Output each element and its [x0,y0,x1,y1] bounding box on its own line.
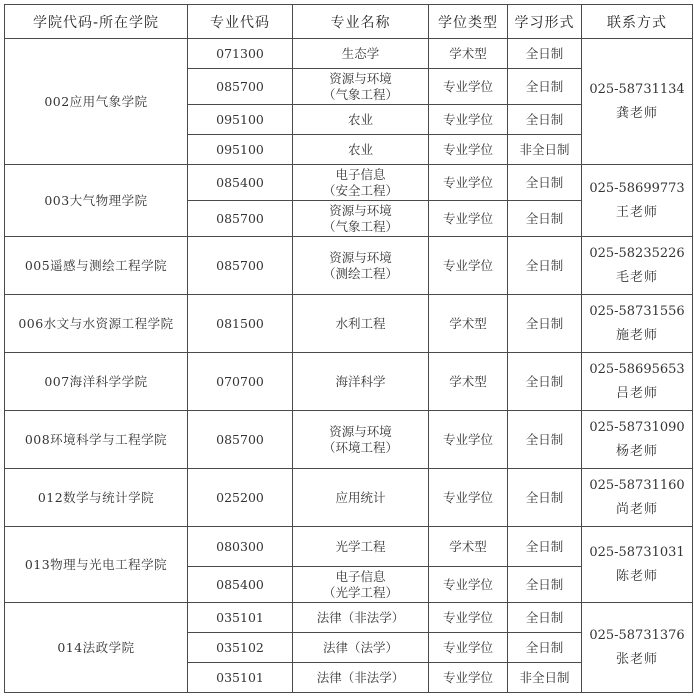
contact-phone: 025-58731376 [589,627,685,643]
contact-phone: 025-58235226 [589,245,685,261]
table-row [5,469,693,527]
major-code: 095100 [188,135,293,165]
contact-info [582,469,693,527]
major-name: 法律（非法学） [293,663,429,693]
header-study: 学习形式 [508,5,582,39]
contact-teacher: 王老师 [615,204,658,220]
college-name: 014法政学院 [5,603,188,693]
degree-type: 专业学位 [429,135,508,165]
study-mode: 全日制 [508,69,582,105]
college-name: 005遥感与测绘工程学院 [5,237,188,295]
table-row [5,353,693,411]
major-name: 生态学 [293,39,429,69]
college-name: 006水文与水资源工程学院 [5,295,188,353]
major-code: 071300 [188,39,293,69]
degree-type: 专业学位 [429,411,508,469]
table-row [5,411,693,469]
degree-type: 专业学位 [429,567,508,603]
header-college: 学院代码-所在学院 [5,5,188,39]
major-name: 农业 [293,135,429,165]
major-code: 095100 [188,105,293,135]
major-code: 080300 [188,527,293,567]
contact-info [582,411,693,469]
header-major: 专业名称 [293,5,429,39]
major-name: 法律（法学） [293,633,429,663]
study-mode: 全日制 [508,603,582,633]
major-code: 085700 [188,411,293,469]
contact-phone: 025-58695653 [589,361,685,377]
contact-info [582,353,693,411]
header-row [5,5,693,39]
major-code: 085400 [188,165,293,201]
degree-type: 专业学位 [429,663,508,693]
college-name: 007海洋科学学院 [5,353,188,411]
study-mode: 全日制 [508,165,582,201]
header-degree: 学位类型 [429,5,508,39]
degree-type: 学术型 [429,353,508,411]
contact-teacher: 杨老师 [615,443,658,459]
degree-type: 专业学位 [429,69,508,105]
contact-teacher: 张老师 [615,651,658,667]
contact-teacher: 吕老师 [615,385,658,401]
contact-teacher: 龚老师 [615,105,658,121]
study-mode: 全日制 [508,633,582,663]
study-mode: 非全日制 [508,663,582,693]
degree-type: 学术型 [429,527,508,567]
contact-teacher: 毛老师 [615,269,658,285]
degree-type: 专业学位 [429,201,508,237]
major-code: 035101 [188,663,293,693]
header-contact: 联系方式 [582,5,693,39]
college-name: 012数学与统计学院 [5,469,188,527]
study-mode: 全日制 [508,201,582,237]
major-name: 法律（非法学） [293,603,429,633]
major-code: 035101 [188,603,293,633]
study-mode: 全日制 [508,567,582,603]
study-mode: 全日制 [508,527,582,567]
college-name: 003大气物理学院 [5,165,188,237]
contact-teacher: 尚老师 [615,501,658,517]
major-name: 应用统计 [293,469,429,527]
table-row [5,165,693,201]
major-code: 085700 [188,237,293,295]
major-name: 资源与环境 （测绘工程） [293,237,429,295]
major-name: 电子信息 （安全工程） [293,165,429,201]
major-code: 070700 [188,353,293,411]
study-mode: 全日制 [508,39,582,69]
degree-type: 专业学位 [429,633,508,663]
major-code: 085700 [188,69,293,105]
degree-type: 专业学位 [429,469,508,527]
college-name: 002应用气象学院 [5,39,188,165]
degree-type: 专业学位 [429,105,508,135]
contact-phone: 025-58699773 [589,180,685,196]
college-name: 008环境科学与工程学院 [5,411,188,469]
contact-info [582,39,693,165]
contact-info [582,165,693,237]
programs-table [4,4,693,693]
degree-type: 专业学位 [429,237,508,295]
contact-phone: 025-58731134 [589,81,685,97]
major-name: 农业 [293,105,429,135]
contact-info [582,527,693,603]
degree-type: 学术型 [429,295,508,353]
contact-teacher: 施老师 [615,327,658,343]
major-name: 资源与环境 （环境工程） [293,411,429,469]
major-name: 水利工程 [293,295,429,353]
degree-type: 专业学位 [429,165,508,201]
degree-type: 学术型 [429,39,508,69]
study-mode: 全日制 [508,353,582,411]
contact-info [582,237,693,295]
contact-info [582,603,693,693]
header-code: 专业代码 [188,5,293,39]
study-mode: 全日制 [508,411,582,469]
major-name: 电子信息 （光学工程） [293,567,429,603]
contact-phone: 025-58731160 [589,477,685,493]
contact-phone: 025-58731031 [589,544,685,560]
study-mode: 全日制 [508,469,582,527]
contact-teacher: 陈老师 [615,568,658,584]
major-name: 资源与环境 （气象工程） [293,201,429,237]
college-name: 013物理与光电工程学院 [5,527,188,603]
table-row [5,39,693,69]
table-row [5,295,693,353]
contact-phone: 025-58731556 [589,303,685,319]
major-code: 035102 [188,633,293,663]
study-mode: 非全日制 [508,135,582,165]
contact-info [582,295,693,353]
major-code: 085400 [188,567,293,603]
table-row [5,603,693,633]
study-mode: 全日制 [508,237,582,295]
contact-phone: 025-58731090 [589,419,685,435]
table-row [5,237,693,295]
study-mode: 全日制 [508,105,582,135]
major-code: 025200 [188,469,293,527]
table-row [5,527,693,567]
major-name: 海洋科学 [293,353,429,411]
major-code: 081500 [188,295,293,353]
major-name: 资源与环境 （气象工程） [293,69,429,105]
study-mode: 全日制 [508,295,582,353]
degree-type: 专业学位 [429,603,508,633]
major-code: 085700 [188,201,293,237]
major-name: 光学工程 [293,527,429,567]
